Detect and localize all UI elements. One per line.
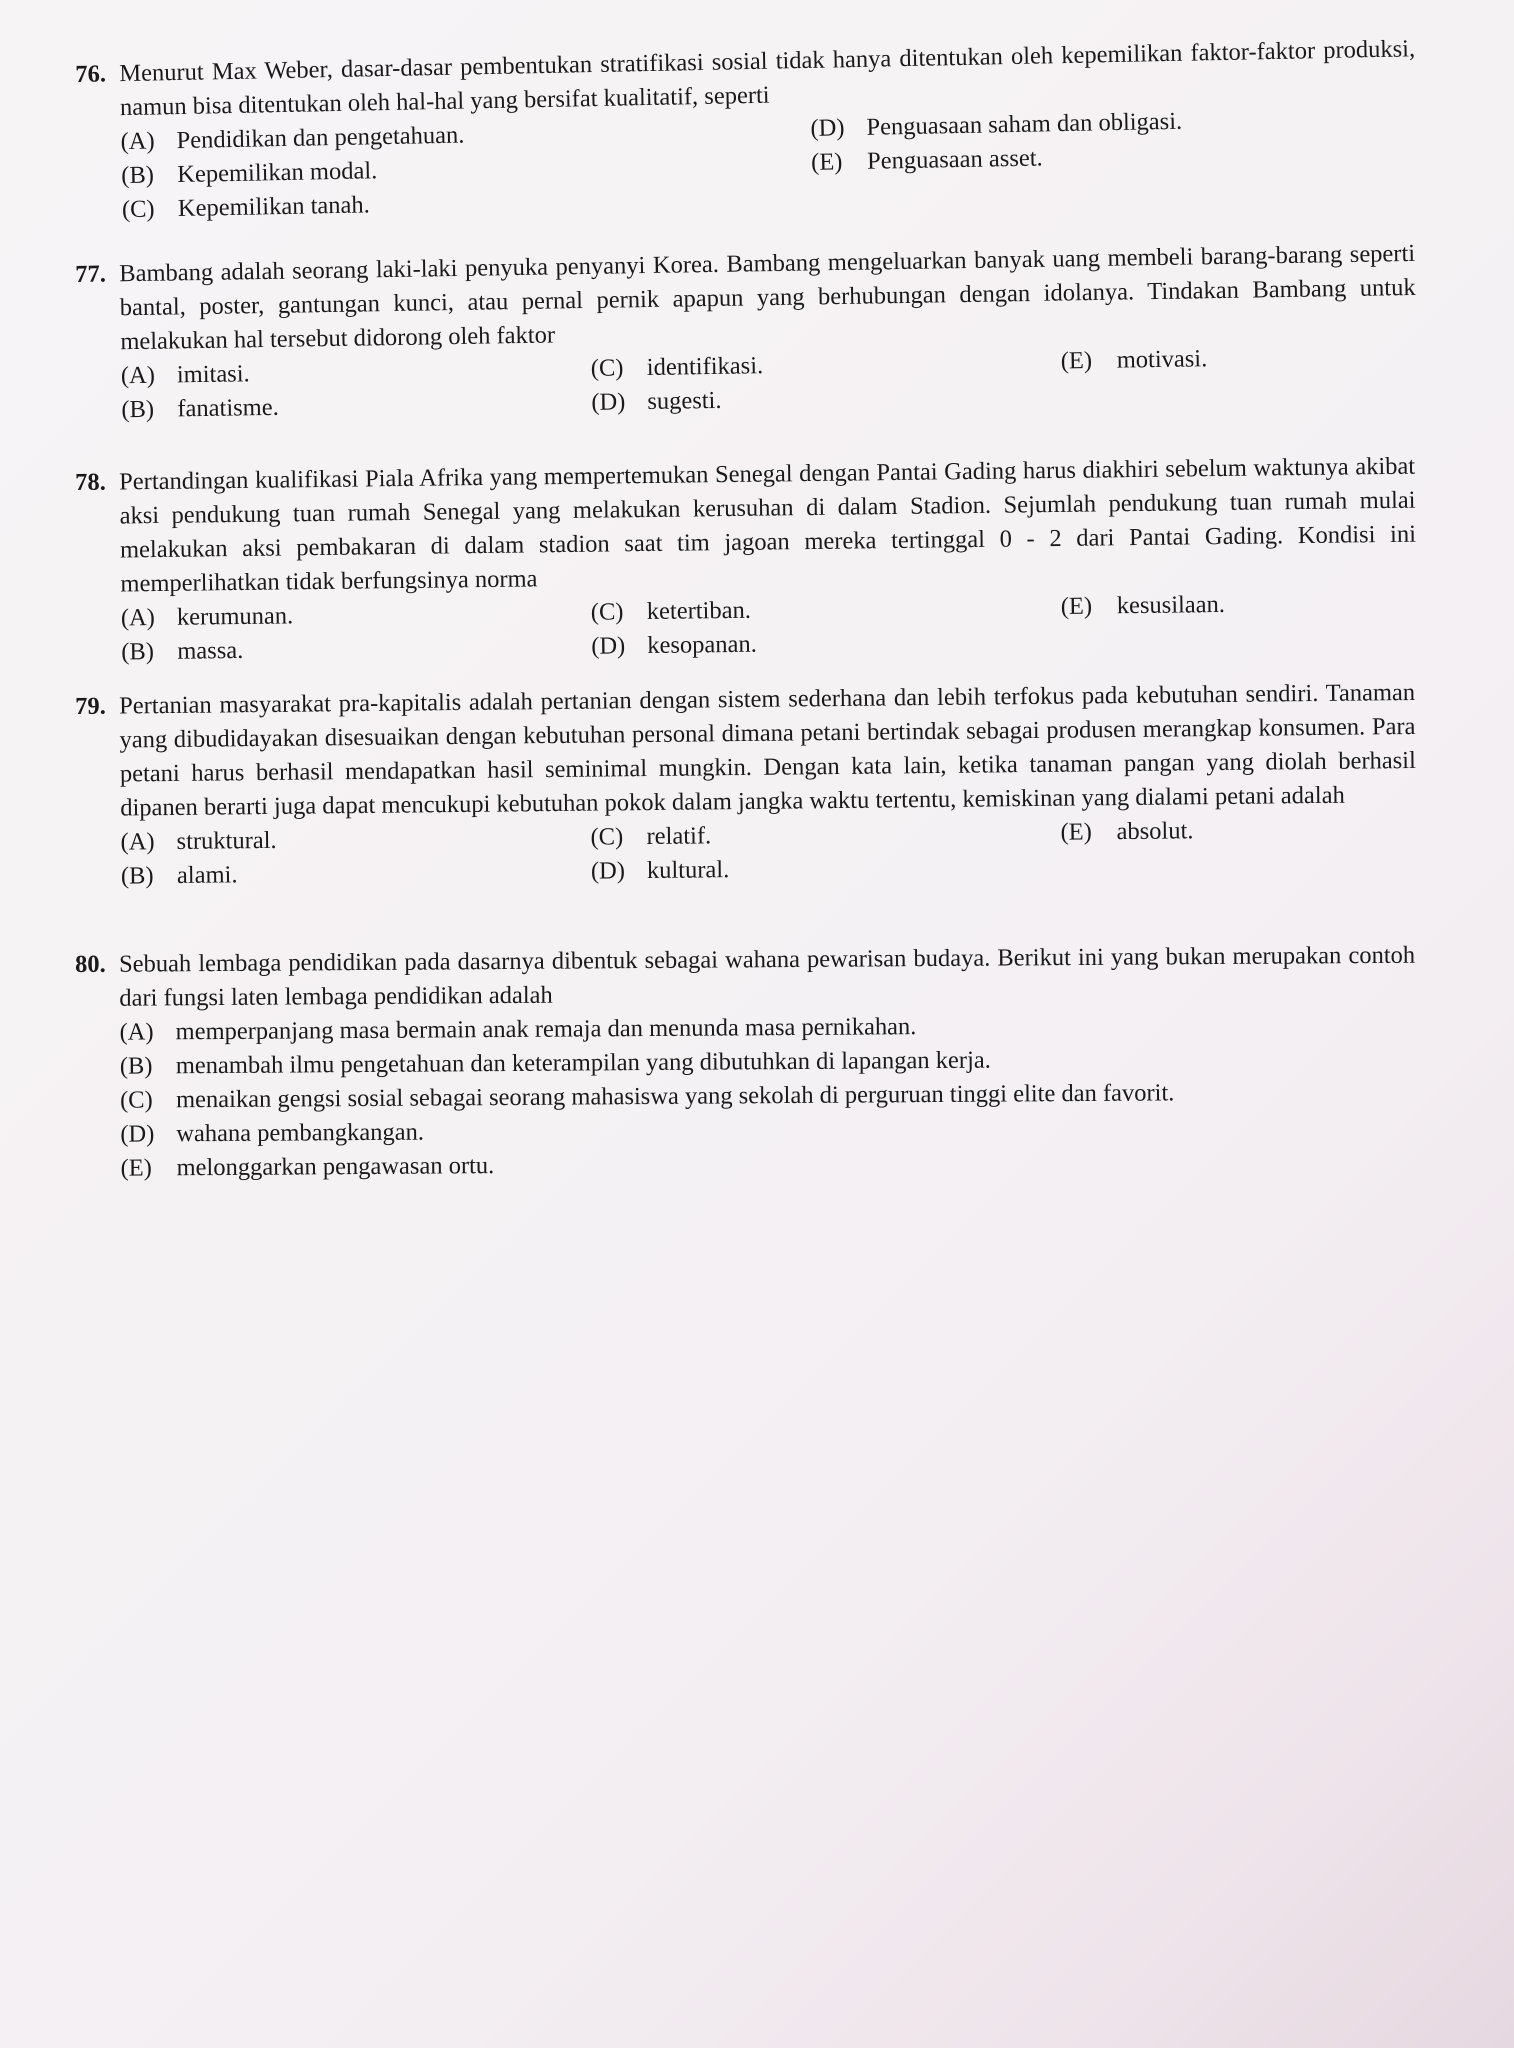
option-text: massa.: [177, 636, 244, 665]
option-letter: (B): [121, 395, 155, 424]
option-letter: (B): [120, 862, 154, 890]
option-text: alami.: [176, 861, 238, 889]
question-text: Sebuah lembaga pendidikan pada dasarnya dibentuk sebagai wahana pewarisan budaya. Berikut ini yang bukan merupakan contoh dari fungsi laten lembaga pendidikan adalah: [119, 941, 1416, 1012]
option-letter: (C): [590, 598, 624, 626]
question-number: 80.: [75, 950, 106, 978]
option-letter: (D): [590, 857, 626, 885]
question-77: [75, 237, 1418, 428]
option-b[interactable]: [121, 855, 591, 894]
option-text: menambah ilmu pengetahuan dan keterampilan yang dibutuhkan di lapangan kerja.: [175, 1046, 991, 1080]
option-letter: (B): [119, 1052, 153, 1080]
option-text: wahana pembangkangan.: [176, 1118, 425, 1148]
option-text: kesusilaan.: [1116, 590, 1226, 620]
option-letter: (E): [1060, 592, 1093, 620]
question-text: Menurut Max Weber, dasar-dasar pembentukan stratifikasi sosial tidak hanya ditentukan oleh kepemilikan faktor-faktor produksi, namun bisa ditentukan oleh hal-hal yang bersifat kualitatif, seperti: [119, 35, 1416, 122]
question-79: [75, 676, 1417, 894]
option-text: Pendidikan dan pengetahuan.: [176, 121, 465, 155]
option-text: memperpanjang masa bermain anak remaja dan menunda masa pernikahan.: [175, 1013, 917, 1046]
option-letter: (C): [121, 195, 155, 224]
option-text: melonggarkan pengawasan ortu.: [176, 1152, 495, 1182]
option-text: relatif.: [646, 822, 712, 851]
option-text: Penguasaan saham dan obligasi.: [866, 107, 1183, 141]
option-d[interactable]: [591, 379, 1061, 420]
question-text: Pertandingan kualifikasi Piala Afrika yang mempertemukan Senegal dengan Pantai Gading harus diakhiri sebelum waktunya akibat aksi pendukung tuan rumah Senegal yang melakukan kerusuhan di dalam Stadion. Sejumlah pendukung tuan rumah mulai melakukan aksi pembakaran di dalam stadion saat tim jagoan mereka tertinggal 0 - 2 dari Pantai Gading. Kondisi ini memperlihatkan tidak berfungsinya norma: [119, 452, 1417, 598]
option-e[interactable]: [1060, 339, 1390, 378]
option-b[interactable]: [121, 630, 591, 670]
option-text: sugesti.: [647, 386, 722, 416]
option-text: kultural.: [646, 856, 730, 885]
option-text: ketertiban.: [646, 596, 752, 626]
question-number: 79.: [75, 692, 106, 720]
option-a[interactable]: [120, 821, 590, 860]
option-text: kerumunan.: [176, 602, 294, 631]
option-text: Kepemilikan tanah.: [177, 191, 370, 223]
option-text: fanatisme.: [177, 393, 279, 423]
option-text: motivasi.: [1116, 345, 1208, 374]
option-letter: (C): [590, 354, 624, 382]
option-text: Penguasaan asset.: [866, 144, 1043, 175]
option-letter: (D): [591, 632, 626, 660]
question-text: Pertanian masyarakat pra-kapitalis adalah pertanian dengan sistem sederhana dan lebih terfokus pada kebutuhan sendiri. Tanaman yang dibudidayakan disesuaikan dengan kebutuhan personal dimana petani bertindak sebagai produsen merangkap konsumen. Para petani harus berhasil mendapatkan hasil seminimal mungkin. Dengan kata lain, ketika tanaman pangan yang diolah berhasil dipanen berarti juga dapat mencukupi kebutuhan pokok dalam jangka waktu tertentu, kemiskinan yang dialami petani adalah: [119, 678, 1416, 822]
option-letter: (D): [120, 1120, 155, 1148]
option-text: kesopanan.: [647, 630, 757, 660]
option-text: identifikasi.: [646, 352, 764, 382]
question-78: [75, 450, 1417, 670]
option-letter: (E): [810, 148, 843, 176]
option-text: absolut.: [1116, 817, 1194, 846]
option-letter: (E): [120, 1154, 152, 1182]
option-c[interactable]: [591, 590, 1061, 630]
option-e[interactable]: [1061, 586, 1391, 624]
option-text: struktural.: [176, 826, 277, 855]
option-letter: (A): [120, 361, 156, 390]
option-letter: (A): [120, 604, 156, 632]
question-number: 77.: [75, 260, 107, 288]
question-number: 76.: [75, 60, 107, 88]
option-a[interactable]: [121, 596, 591, 636]
option-letter: (D): [810, 114, 845, 142]
question-80: [75, 939, 1417, 1186]
option-text: imitasi.: [176, 360, 250, 389]
option-letter: (A): [119, 1018, 154, 1046]
option-d[interactable]: [591, 850, 1061, 889]
option-letter: (C): [119, 1086, 153, 1114]
option-text: menaikan gengsi sosial sebagai seorang mahasiswa yang sekolah di perguruan tinggi elite dan favorit.: [175, 1079, 1175, 1114]
option-letter: (E): [1060, 347, 1093, 375]
option-letter: (E): [1060, 818, 1092, 846]
option-d[interactable]: [591, 624, 1061, 664]
option-c[interactable]: [590, 816, 1060, 855]
option-letter: (B): [121, 638, 155, 666]
option-letter: (D): [591, 388, 626, 416]
option-letter: (A): [120, 828, 155, 856]
option-letter: (A): [120, 127, 155, 156]
question-76: [75, 32, 1418, 228]
question-text: Bambang adalah seorang laki-laki penyuka penyanyi Korea. Bambang mengeluarkan banyak uang membeli barang-barang seperti bantal, poster, gantungan kunci, atau pernal pernik apapun yang berhubungan dengan idolanya. Tindakan Bambang untuk melakukan hal tersebut didorong oleh faktor: [119, 239, 1416, 356]
option-b[interactable]: [121, 386, 591, 427]
question-number: 78.: [75, 468, 106, 496]
option-letter: (C): [590, 823, 624, 851]
option-text: Kepemilikan modal.: [176, 157, 378, 189]
option-e[interactable]: [1060, 812, 1390, 849]
option-letter: (B): [121, 161, 155, 190]
